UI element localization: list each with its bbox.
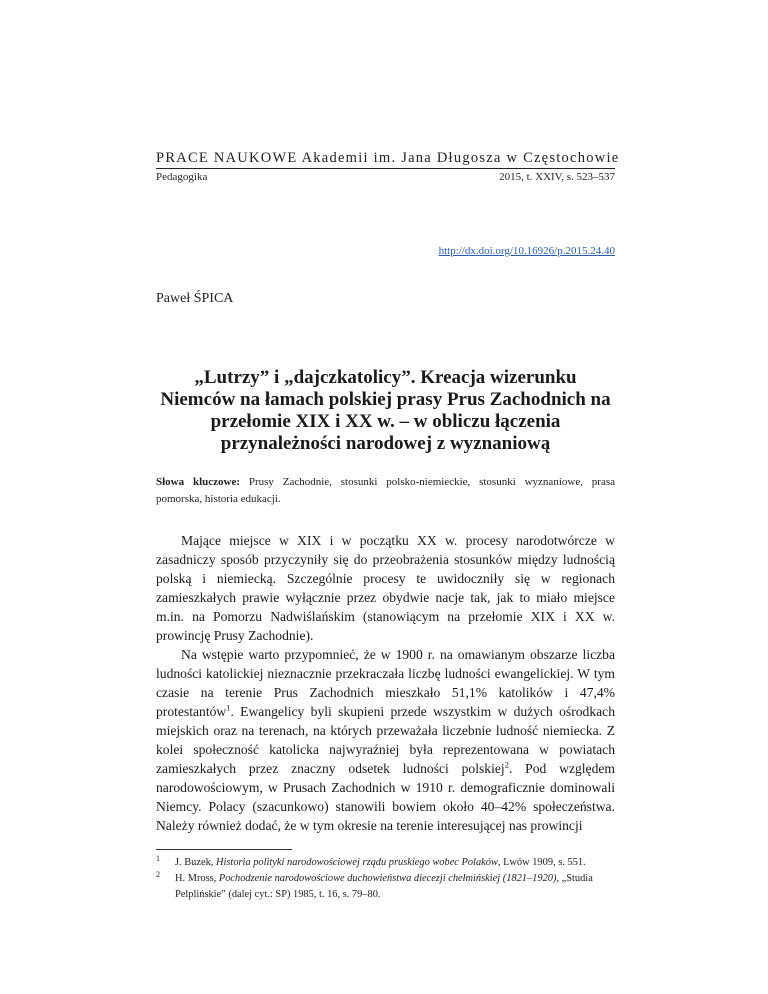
- keywords-text: Prusy Zachodnie, stosunki polsko-niemieckie, stosunki wyznaniowe, prasa pomorska, historia edukacji.: [156, 476, 615, 505]
- keywords: [156, 474, 615, 508]
- paragraph-2: [156, 645, 615, 835]
- footnote-title: Pochodzenie narodowościowe duchowieństwa diecezji chełmińskiej (1821–1920): [218, 873, 557, 884]
- footnote-number: 1: [156, 854, 160, 863]
- footnote: [156, 871, 615, 903]
- volume-pages: 2015, t. XXIV, s. 523–537: [499, 171, 615, 183]
- paragraph-2-part-2: . Ewangelicy byli skupieni przede wszystkim w dużych ośrodkach miejskich oraz na terenach, na których przeważała liczebnie ludność niemiecka. Z kolei społeczność katolicka najwyraźniej była reprezentowana w powiatach zamieszkałych przez znaczny odsetek ludności polskiej: [156, 704, 615, 776]
- author-name: Paweł ŚPICA: [156, 291, 234, 306]
- doi-link[interactable]: http://dx.doi.org/10.16926/p.2015.24.40: [438, 245, 615, 257]
- footnote-rest: , Lwów 1909, s. 551.: [497, 857, 586, 868]
- article-title: „Lutrzy” i „dajczkatolicy”. Kreacja wizerunku Niemców na łamach polskiej prasy Prus Zachodnich na przełomie XIX i XX w. – w obliczu łączenia przynależności narodowej z wyznaniową: [160, 367, 611, 454]
- footnote-author: J. Buzek,: [175, 857, 214, 868]
- paragraph-2-part-3: . Pod względem narodowościowym, w Prusach Zachodnich w 1910 r. demograficznie dominowali Niemcy. Polacy (szacunkowo) stanowili bowiem około 40–42% społeczeństwa. Należy również dodać, że w tym okresie na terenie interesującej nas prowincji: [156, 761, 615, 833]
- footnote-title: Historia polityki narodowościowej rządu pruskiego wobec Polaków: [216, 857, 498, 868]
- footnote-author: H. Mross,: [175, 873, 217, 884]
- footnote-divider: [156, 849, 292, 850]
- header-divider: [156, 168, 615, 169]
- footnote-ref-1: 1: [226, 702, 231, 713]
- footnote: [156, 855, 615, 871]
- keywords-label: Słowa kluczowe:: [156, 476, 240, 488]
- journal-section: Pedagogika: [156, 171, 208, 183]
- article-body: [156, 531, 615, 835]
- footnote-number: 2: [156, 870, 160, 879]
- paragraph-2-part-1: Na wstępie warto przypomnieć, że w 1900 r. na omawianym obszarze liczba ludności katolickiej nieznacznie przekraczała liczbę ludności ewangelickiej. W tym czasie na terenie Prus Zachodnich mieszkało 51,1% katolików i 47,4% protestantów: [156, 647, 615, 719]
- paragraph-1: Mające miejsce w XIX i w początku XX w. procesy narodotwórcze w zasadniczy sposób przyczyniły się do przeobrażenia stosunków między ludnością polską i niemiecką. Szczególnie procesy te uwidoczniły się w regionach zamieszkałych prawie wyłącznie przez obydwie nacje tak, jak to miało miejsce m.in. na Pomorzu Nadwiślańskim (stanowiącym na przełomie XIX i XX w. prowincję Prusy Zachodnie).: [156, 533, 615, 643]
- footnote-rest: , „Studia Pelplińskie” (dalej cyt.: SP) 1985, t. 16, s. 79–80.: [175, 873, 593, 900]
- footnotes: [156, 855, 615, 903]
- footnote-ref-2: 2: [504, 759, 509, 770]
- journal-title: PRACE NAUKOWE Akademii im. Jana Długosza w Częstochowie: [156, 150, 620, 166]
